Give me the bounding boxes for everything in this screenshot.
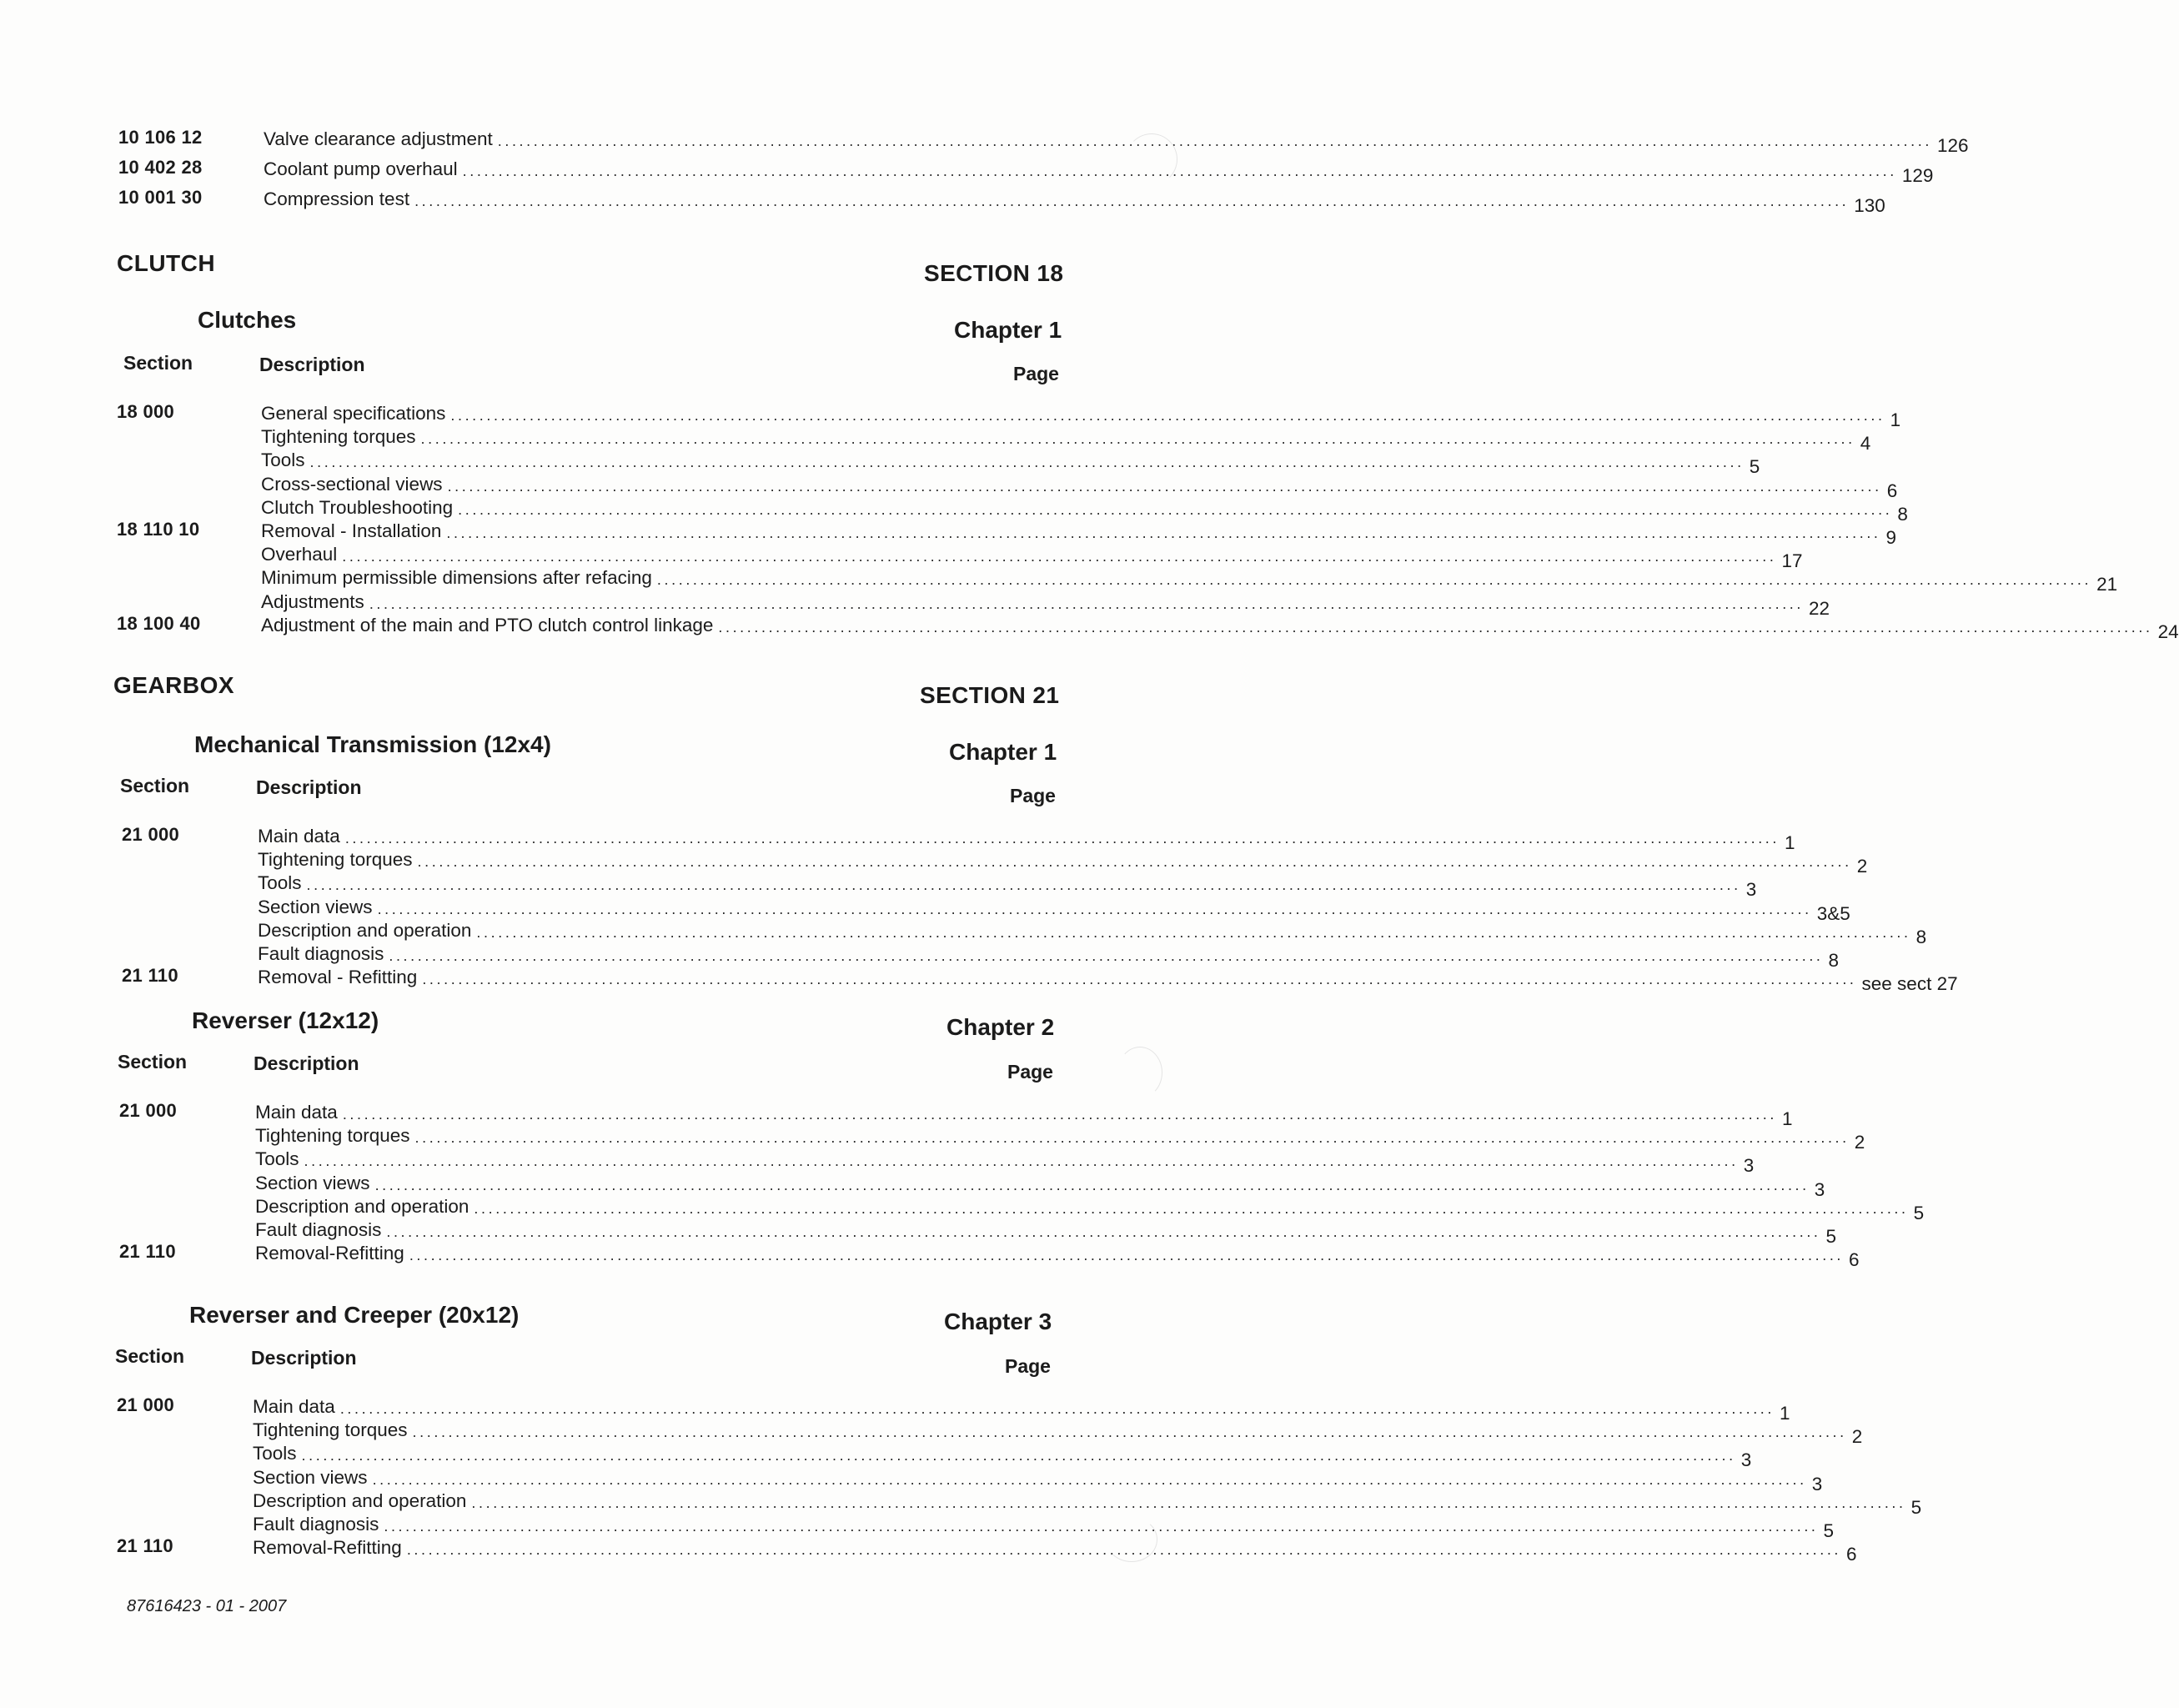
column-header-section: Section — [123, 352, 193, 374]
punch-hole-mark — [1117, 1047, 1162, 1098]
dot-leader: ........................................................................................................................................................................................................ — [474, 1199, 1909, 1217]
toc-description: Adjustments — [261, 590, 364, 612]
dot-leader: ........................................................................................................................................................................................................ — [374, 1176, 1810, 1193]
section-code: 21 110 — [117, 1535, 173, 1557]
section-number: SECTION 18 — [924, 260, 1064, 286]
toc-row — [264, 188, 1885, 216]
toc-row — [255, 1125, 1865, 1153]
section-code: 18 110 10 — [117, 519, 200, 540]
column-header-description: Description — [254, 1052, 359, 1074]
toc-page: 1 — [1780, 1403, 1790, 1424]
document-footer: 87616423 - 01 - 2007 — [127, 1597, 287, 1615]
major-heading-clutch: CLUTCH — [117, 250, 216, 276]
toc-row — [261, 590, 1830, 619]
toc-description: Tools — [261, 450, 305, 471]
toc-description: Tightening torques — [261, 426, 416, 448]
dot-leader: ........................................................................................................................................................................................................ — [718, 618, 2153, 635]
chapter-number: Chapter 1 — [954, 317, 1062, 343]
dot-leader: ........................................................................................................................................................................................................ — [369, 595, 1805, 612]
column-header-section: Section — [118, 1051, 188, 1073]
section-code: 21 000 — [122, 824, 180, 845]
section-code: 18 100 40 — [117, 612, 201, 634]
toc-row — [258, 826, 1795, 853]
toc-description: Tools — [255, 1148, 299, 1170]
toc-description: Main data — [258, 826, 340, 846]
toc-page: 5 — [1823, 1520, 1835, 1541]
toc-description: Overhaul — [261, 544, 338, 565]
toc-page: 5 — [1825, 1226, 1837, 1247]
toc-page: 9 — [1885, 527, 1897, 548]
toc-description: Removal-Refitting — [253, 1537, 402, 1559]
toc-row — [261, 426, 1871, 455]
punch-hole-mark — [1106, 1517, 1157, 1562]
toc-description: Tightening torques — [253, 1419, 408, 1441]
toc-page: see sect 27 — [1861, 973, 1958, 995]
toc-page: 129 — [1901, 165, 1934, 186]
section-code: 21 110 — [122, 965, 178, 987]
toc-page: 17 — [1781, 550, 1803, 572]
dot-leader: ........................................................................................................................................................................................................ — [306, 877, 1741, 894]
dot-leader: ........................................................................................................................................................................................................ — [450, 407, 1885, 424]
section-code: 10 106 12 — [118, 127, 203, 148]
toc-description: Tightening torques — [258, 849, 413, 871]
toc-description: Clutch Troubleshooting — [261, 496, 454, 518]
dot-leader: ........................................................................................................................................................................................................ — [476, 923, 1911, 941]
toc-description: Tools — [253, 1443, 297, 1464]
toc-page: 5 — [1749, 456, 1760, 478]
dot-leader: ........................................................................................................................................................................................................ — [447, 477, 1882, 495]
dot-leader: ........................................................................................................................................................................................................ — [377, 900, 1812, 917]
toc-row — [261, 614, 2179, 642]
toc-description: Removal - Refitting — [258, 967, 418, 988]
toc-page: 3 — [1740, 1449, 1752, 1471]
toc-row — [258, 919, 1927, 947]
toc-description: Main data — [255, 1102, 338, 1123]
toc-page: 126 — [1936, 135, 1969, 156]
chapter-number: Chapter 2 — [946, 1014, 1055, 1040]
toc-page: 8 — [1828, 950, 1840, 971]
column-header-page: Page — [1010, 785, 1056, 806]
toc-page: 3&5 — [1816, 902, 1850, 924]
toc-row — [261, 450, 1760, 478]
column-header-description: Description — [251, 1347, 357, 1369]
section-code: 21 110 — [119, 1241, 176, 1263]
toc-row — [255, 1243, 1860, 1271]
toc-page: 22 — [1809, 597, 1830, 619]
toc-description: Valve clearance adjustment — [264, 128, 493, 149]
dot-leader: ........................................................................................................................................................................................................ — [339, 1400, 1775, 1417]
dot-leader: ........................................................................................................................................................................................................ — [414, 1129, 1850, 1147]
chapter-number: Chapter 1 — [949, 739, 1057, 765]
section-code: 10 001 30 — [118, 187, 203, 208]
toc-page: 4 — [1860, 433, 1871, 455]
section-code: 21 000 — [119, 1100, 178, 1121]
toc-description: Cross-sectional views — [261, 473, 443, 495]
toc-row — [255, 1219, 1837, 1247]
column-header-page: Page — [1013, 363, 1059, 384]
toc-description: Adjustment of the main and PTO clutch control linkage — [261, 614, 714, 635]
toc-description: Section views — [253, 1466, 368, 1488]
column-header-section: Section — [115, 1345, 185, 1367]
toc-page: 2 — [1854, 1132, 1865, 1153]
toc-row — [261, 544, 1803, 572]
toc-page: 6 — [1886, 480, 1898, 501]
toc-page: 3 — [1811, 1473, 1823, 1494]
dot-leader: ........................................................................................................................................................................................................ — [344, 830, 1780, 846]
dot-leader: ........................................................................................................................................................................................................ — [422, 971, 1857, 988]
toc-row — [258, 896, 1850, 924]
dot-leader: ........................................................................................................................................................................................................ — [372, 1470, 1807, 1488]
toc-page: 1 — [1890, 409, 1901, 430]
toc-page: 5 — [1913, 1202, 1925, 1223]
toc-description: Removal - Installation — [261, 520, 442, 541]
toc-row — [261, 496, 1908, 525]
toc-description: Description and operation — [258, 919, 472, 941]
dot-leader: ........................................................................................................................................................................................................ — [389, 947, 1824, 964]
toc-page: 6 — [1849, 1249, 1860, 1271]
chapter-title: Clutches — [198, 307, 297, 333]
toc-description: Section views — [255, 1172, 370, 1193]
column-header-page: Page — [1007, 1061, 1053, 1083]
toc-row — [253, 1443, 1752, 1471]
toc-row — [261, 473, 1898, 501]
toc-row — [261, 567, 2118, 595]
toc-row — [253, 1396, 1790, 1424]
toc-row — [255, 1148, 1755, 1177]
toc-page: 2 — [1856, 856, 1868, 877]
column-header-section: Section — [120, 775, 190, 796]
toc-row — [253, 1537, 1857, 1565]
toc-page: 2 — [1851, 1426, 1863, 1448]
dot-leader: ........................................................................................................................................................................................................ — [304, 1153, 1739, 1170]
section-code: 18 000 — [117, 401, 175, 422]
toc-description: Fault diagnosis — [255, 1219, 382, 1240]
toc-description: Section views — [258, 896, 373, 917]
dot-leader: ........................................................................................................................................................................................................ — [446, 525, 1881, 541]
dot-leader: ........................................................................................................................................................................................................ — [420, 430, 1855, 448]
dot-leader: ........................................................................................................................................................................................................ — [301, 1447, 1736, 1464]
major-heading-gearbox: GEARBOX — [113, 672, 235, 698]
toc-page: 3 — [1743, 1155, 1755, 1177]
toc-row — [258, 849, 1868, 877]
toc-row — [264, 158, 1934, 186]
toc-description: Main data — [253, 1396, 335, 1417]
toc-description: Coolant pump overhaul — [264, 158, 458, 179]
section-code: 21 000 — [117, 1394, 175, 1415]
toc-page: 6 — [1846, 1544, 1857, 1565]
toc-page: 8 — [1897, 503, 1908, 525]
dot-leader: ........................................................................................................................................................................................................ — [412, 1424, 1847, 1441]
toc-page: 130 — [1854, 195, 1885, 216]
toc-row — [255, 1102, 1793, 1129]
dot-leader: ........................................................................................................................................................................................................ — [458, 500, 1893, 518]
toc-row — [261, 403, 1901, 430]
dot-leader: ........................................................................................................................................................................................................ — [656, 571, 2092, 589]
dot-leader: ........................................................................................................................................................................................................ — [471, 1494, 1906, 1511]
dot-leader: ........................................................................................................................................................................................................ — [406, 1541, 1842, 1559]
toc-page: 3 — [1814, 1178, 1825, 1200]
toc-description: Compression test — [264, 188, 410, 209]
toc-description: Description and operation — [255, 1195, 469, 1217]
toc-description: General specifications — [261, 403, 446, 424]
toc-row — [261, 520, 1897, 548]
chapter-title: Reverser and Creeper (20x12) — [189, 1302, 520, 1328]
toc-page: 8 — [1915, 926, 1927, 947]
toc-row — [255, 1172, 1825, 1200]
toc-description: Tightening torques — [255, 1125, 410, 1147]
chapter-title: Mechanical Transmission (12x4) — [194, 731, 551, 757]
toc-row — [258, 943, 1840, 971]
toc-row — [253, 1489, 1922, 1518]
column-header-description: Description — [259, 354, 365, 375]
toc-row — [264, 128, 1969, 156]
dot-leader: ........................................................................................................................................................................................................ — [409, 1247, 1845, 1264]
toc-description: Tools — [258, 872, 302, 894]
toc-description: Fault diagnosis — [253, 1514, 379, 1535]
chapter-title: Reverser (12x12) — [192, 1007, 379, 1033]
dot-leader: ........................................................................................................................................................................................................ — [342, 1106, 1778, 1123]
toc-description: Fault diagnosis — [258, 943, 384, 964]
column-header-description: Description — [256, 776, 362, 798]
dot-leader: ........................................................................................................................................................................................................ — [462, 163, 1897, 179]
dot-leader: ........................................................................................................................................................................................................ — [417, 853, 1852, 871]
dot-leader: ........................................................................................................................................................................................................ — [342, 548, 1777, 565]
toc-description: Removal-Refitting — [255, 1243, 404, 1264]
dot-leader: ........................................................................................................................................................................................................ — [414, 193, 1850, 209]
section-code: 10 402 28 — [118, 157, 203, 178]
dot-leader: ........................................................................................................................................................................................................ — [309, 454, 1745, 471]
toc-page: 5 — [1910, 1496, 1922, 1518]
toc-row — [258, 967, 1958, 995]
dot-leader: ........................................................................................................................................................................................................ — [497, 133, 1932, 149]
section-number: SECTION 21 — [920, 682, 1060, 708]
toc-row — [253, 1514, 1835, 1541]
toc-row — [255, 1195, 1925, 1223]
dot-leader: ........................................................................................................................................................................................................ — [384, 1518, 1819, 1535]
toc-description: Minimum permissible dimensions after refacing — [261, 567, 652, 589]
toc-description: Description and operation — [253, 1489, 467, 1511]
chapter-number: Chapter 3 — [944, 1309, 1052, 1334]
dot-leader: ........................................................................................................................................................................................................ — [386, 1223, 1821, 1240]
toc-page: 3 — [1745, 879, 1757, 901]
toc-row — [253, 1466, 1823, 1494]
toc-page: 1 — [1785, 832, 1795, 853]
punch-hole-mark — [1126, 133, 1177, 185]
toc-page: 24 — [2157, 620, 2179, 642]
column-header-page: Page — [1005, 1355, 1051, 1377]
toc-page: 21 — [2096, 574, 2118, 595]
toc-row — [258, 872, 1757, 901]
toc-row — [253, 1419, 1863, 1448]
toc-page: 1 — [1782, 1108, 1793, 1129]
